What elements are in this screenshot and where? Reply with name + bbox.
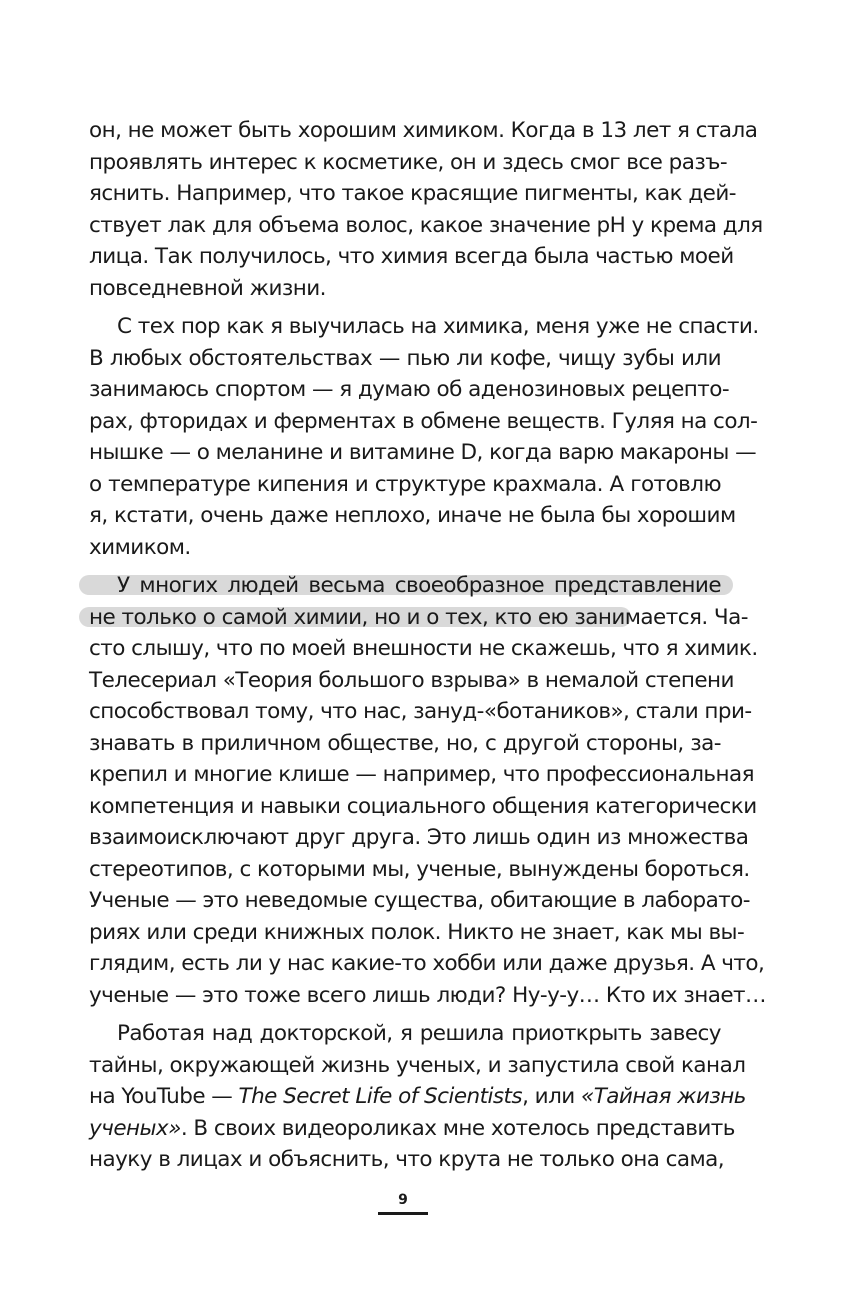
text-line: компетенция и навыки социального общения категорически [89,793,757,819]
paragraph-4 [89,1018,746,1176]
text-line: С тех пор как я выучилась на химика, меня уже не спасти. [117,314,759,339]
text-line: нышке — о меланине и витамине D, когда варю макароны — [89,440,757,465]
text-line: он, не может быть хорошим химиком. Когда в 13 лет я стала [89,118,758,143]
text-line: рах, фторидах и ферментах в обмене веществ. Гуляя на сол- [89,408,758,434]
text-line: Телесериал «Теория большого взрыва» в немалой степени [89,667,734,693]
page-number-footer [378,1192,428,1208]
text-line: взаимоисключают друг друга. Это лишь один из множества [89,825,749,850]
text-line: занимаюсь спортом — я думаю об аденозиновых рецепто- [89,377,730,402]
paragraph-1 [89,115,763,304]
text-segment: , или [522,1084,581,1109]
text-line: лица. Так получилось, что химия всегда была частью моей [89,244,734,269]
text-line: Ученые — это неведомые существа, обитающие в лаборато- [89,888,750,913]
text-line: крепил и многие клише — например, что профессиональная [89,762,755,787]
text-line: повседневной жизни. [89,275,326,301]
text-line: ученые — это тоже всего лишь люди? Ну-у-у… Кто их знает… [89,982,766,1008]
page-number-rule [378,1212,428,1215]
text-line-mixed [89,1081,746,1113]
text-line: яснить. Например, что такое красящие пигменты, как дей- [89,181,736,206]
italic-title-ru: «Тайная жизнь [580,1084,746,1109]
highlighted-text-line: не только о самой химии, но и о тех, кто ею занимается. Ча- [89,602,721,634]
text-line: сто слышу, что по моей внешности не скажешь, что я химик. [89,636,758,661]
page-body [89,115,766,1176]
text-line: я, кстати, очень даже неплохо, иначе не была бы хорошим [89,503,736,528]
text-line: В любых обстоятельствах — пью ли кофе, чищу зубы или [89,345,721,371]
text-line-mixed [89,1113,735,1145]
text-segment: на YouTube — [89,1084,239,1109]
text-line: стереотипов, с которыми мы, ученые, вынуждены бороться. [89,856,750,882]
text-line: знавать в приличном обществе, но, с другой стороны, за- [89,730,721,756]
text-line: химиком. [89,534,191,560]
text-line: о температуре кипения и структуре крахмала. А готовлю [89,471,721,497]
text-line: способствовал тому, что нас, зануд-«ботаников», стали при- [89,699,752,724]
text-line: ствует лак для объема волос, какое значение pH у крема для [89,212,763,238]
paragraph-3 [89,570,766,1011]
text-line: проявлять интерес к косметике, он и здесь смог все разъ- [89,149,728,175]
text-line: науку в лицах и объяснить, что крута не только она сама, [89,1147,725,1172]
paragraph-2 [89,311,759,563]
highlighted-text-line: У многих людей весьма своеобразное представление [89,570,721,602]
italic-title-ru-end: ученых» [89,1115,181,1141]
text-segment: . В своих видеороликах мне хотелось представить [180,1115,735,1141]
text-line: Работая над докторской, я решила приоткрыть завесу [117,1021,721,1046]
text-line: глядим, есть ли у нас какие-то хобби или даже друзья. А что, [89,951,765,976]
text-line: тайны, окружающей жизнь ученых, и запустила свой канал [89,1052,746,1078]
italic-title: The Secret Life of Scientists [238,1084,523,1109]
text-line: риях или среди книжных полок. Никто не знает, как мы вы- [89,919,745,945]
page-number: 9 [398,1192,408,1208]
